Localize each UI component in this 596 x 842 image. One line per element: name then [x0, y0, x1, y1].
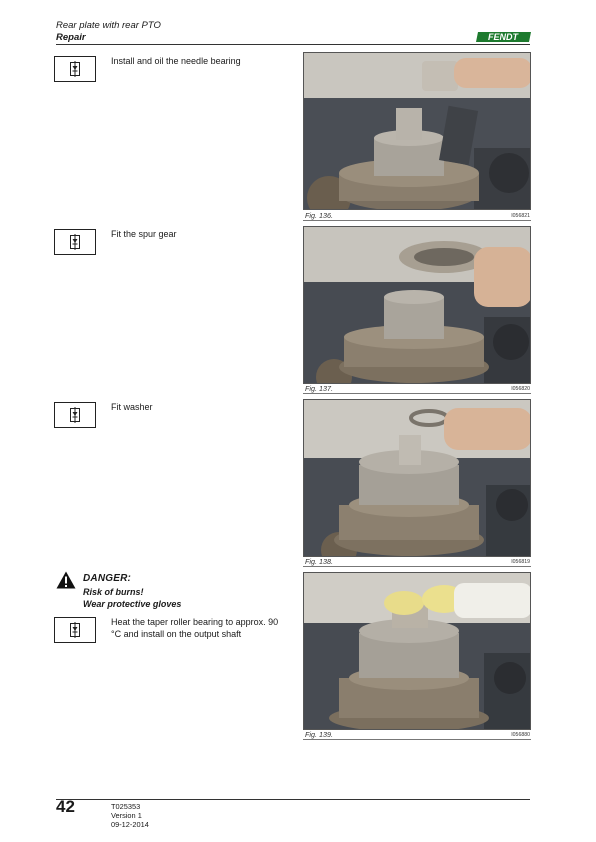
page-number: 42: [56, 797, 75, 816]
figure-image-id: I056821: [511, 213, 530, 219]
figure-photo-washer: [303, 399, 531, 557]
figure-caption: Fig. 137.: [305, 384, 333, 393]
step-text: Fit the spur gear: [111, 229, 177, 239]
figure-photo-taper-roller-bearing: [303, 572, 531, 730]
danger-instruction: Wear protective gloves: [83, 599, 182, 609]
assembly-icon: [54, 56, 96, 82]
header-rule: [56, 44, 530, 45]
step-text: Heat the taper roller bearing to approx. 90 °C and install on the output shaft: [111, 617, 279, 639]
document-title: Rear plate with rear PTO: [56, 20, 161, 31]
assembly-icon: [54, 402, 96, 428]
footer-rule: [56, 799, 530, 800]
figure-image-id: I056819: [511, 559, 530, 565]
caption-rule: [303, 393, 531, 394]
section-title: Repair: [56, 32, 86, 43]
doc-number: T025353: [111, 802, 141, 811]
figure-photo-bearing: [303, 52, 531, 210]
assembly-icon: [54, 617, 96, 643]
doc-version: Version 1: [111, 811, 142, 820]
assembly-icon: [54, 229, 96, 255]
figure-caption: Fig. 139.: [305, 730, 333, 739]
caption-rule: [303, 220, 531, 221]
warning-triangle-icon: [56, 571, 76, 589]
step-text: Install and oil the needle bearing: [111, 56, 241, 66]
caption-rule: [303, 566, 531, 567]
figure-photo-spur-gear: [303, 226, 531, 384]
figure-image-id: I056880: [511, 732, 530, 738]
danger-title: DANGER:: [83, 573, 132, 584]
danger-risk: Risk of burns!: [83, 587, 144, 597]
fendt-logo: [476, 31, 532, 43]
figure-caption: Fig. 136.: [305, 211, 333, 220]
figure-caption: Fig. 138.: [305, 557, 333, 566]
caption-rule: [303, 739, 531, 740]
figure-image-id: I056820: [511, 386, 530, 392]
doc-date: 09-12-2014: [111, 820, 149, 829]
step-text: Fit washer: [111, 402, 153, 412]
svg-text:FENDT: FENDT: [488, 32, 518, 43]
